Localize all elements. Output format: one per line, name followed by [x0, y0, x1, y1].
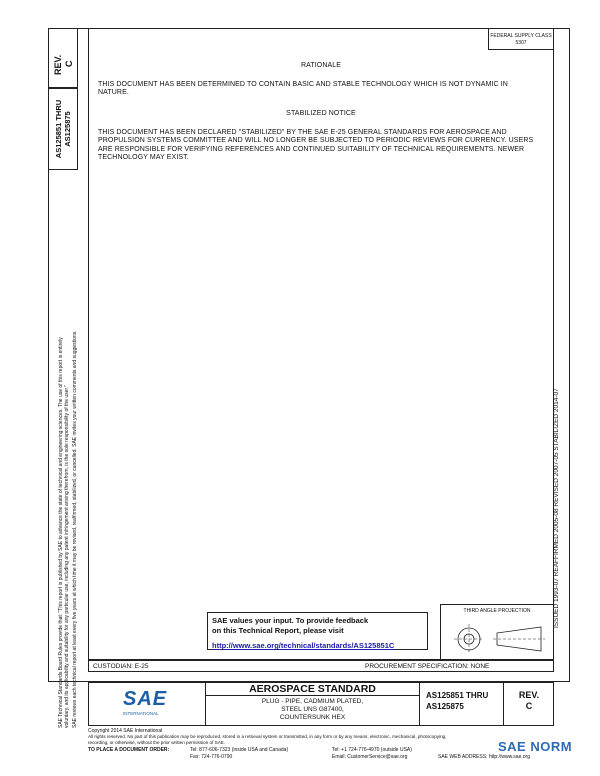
federal-supply-value: 5307 [515, 39, 527, 46]
order-fax: Fax: 724-776-0790 [190, 754, 233, 760]
side-rev-label: REV. [53, 54, 63, 75]
sae-logo: SAE [123, 688, 168, 710]
document-history: ISSUED 1993-07 REAFFIRMED 2005-08 REVISED 2007-05 STABILIZED 2014-07 [553, 388, 560, 628]
title-desc-1: PLUG - PIPE, CADMIUM PLATED, [261, 698, 364, 705]
content-frame [88, 28, 554, 660]
stabilized-text: THIS DOCUMENT HAS BEEN DECLARED "STABILIZED" BY THE SAE E-25 GENERAL STANDARDS FOR AEROSPACE AND PROPULSION SYSTEMS COMMITTEE AND WILL NO LONGER BE SUBJECTED TO PERIODIC REVIEWS FOR CURRENCY. USERS ARE RESPONSIBLE FOR VERIFYING REFERENCES AND CONTINUED SUITABILITY OF TECHNICAL REQUIREMENTS. NEWER TECHNOLOGY MAY EXIST. [98, 129, 534, 162]
sae-rules-notice-line-2: voluntary, and its applicability and suitability for any particular use, including any patent infringement arising therefrom, is the sole responsibility of the user." [64, 385, 70, 728]
feedback-link[interactable]: http://www.sae.org/technical/standards/AS125851C [212, 641, 395, 650]
rev-cell [504, 682, 554, 726]
order-tel-2: Tel: +1 724-776-4970 (outside USA) [332, 747, 412, 753]
side-rev-value: C [64, 60, 74, 67]
rights-line-1: All rights reserved. No part of this publication may be reproduced, stored in a retrieval system or transmitted, in any form or by any means, electronic, mechanical, photocopying, [88, 734, 447, 739]
projection-box [440, 604, 554, 660]
federal-supply-box [488, 28, 554, 50]
federal-supply-label: FEDERAL SUPPLY CLASS [490, 33, 552, 39]
procurement-label: PROCUREMENT SPECIFICATION: NONE [365, 663, 490, 670]
sae-review-notice: SAE reviews each technical report at least every five years at which time it may be revised, reaffirmed, stabilized, or cancelled. SAE invites your written comments and suggestions. [72, 330, 78, 728]
sae-logo-subtitle: INTERNATIONAL [123, 711, 159, 716]
title-desc-3: COUNTERSUNK HEX [279, 714, 346, 721]
order-email: Email: CustomerService@sae.org [332, 754, 408, 760]
rev-label: REV. [518, 690, 540, 700]
rationale-heading: RATIONALE [300, 62, 342, 69]
side-doc-box [48, 88, 78, 170]
rev-value: C [525, 701, 533, 711]
sae-norm-watermark: SAE NORM [498, 739, 573, 754]
custodian-label: CUSTODIAN: E-25 [93, 663, 149, 670]
projection-label: THIRD ANGLE PROJECTION [463, 608, 531, 614]
doc-number-1: AS125851 THRU [426, 691, 489, 700]
stabilized-heading: STABILIZED NOTICE [286, 110, 356, 117]
sae-rules-notice-line-1: SAE Technical Standards Board Rules provide that: "This report is published by SAE to advance the state of technical and engineering sciences. The use of this report is entirely [58, 337, 64, 728]
feedback-line-2: on this Technical Report, please visit [212, 625, 344, 635]
logo-cell [88, 682, 206, 726]
feedback-box [207, 612, 428, 650]
rationale-text: THIS DOCUMENT HAS BEEN DETERMINED TO CONTAIN BASIC AND STABLE TECHNOLOGY WHICH IS NOT DYNAMIC IN NATURE. [98, 81, 508, 97]
title-desc-2: STEEL UNS G87400, [281, 706, 344, 713]
side-rev-box [48, 28, 78, 88]
order-tel-1: Tel: 877-606-7323 (inside USA and Canada) [190, 747, 289, 753]
third-angle-projection-icon [449, 617, 549, 659]
rights-line-2: recording, or otherwise, without the prior written permission of SAE. [88, 740, 226, 745]
order-label: TO PLACE A DOCUMENT ORDER: [88, 747, 170, 753]
custodian-row [88, 660, 554, 672]
side-doc-numbers: AS125851 THRU AS125875 [54, 99, 72, 159]
title-cell [206, 682, 420, 726]
doc-number-cell [420, 682, 504, 726]
doc-number-2: AS125875 [426, 702, 464, 711]
copyright: Copyright 2014 SAE International [88, 728, 163, 734]
feedback-line-1: SAE values your input. To provide feedback [212, 616, 369, 625]
sae-web-address[interactable]: SAE WEB ADDRESS: http://www.sae.org [438, 754, 530, 760]
aerospace-standard-heading: AEROSPACE STANDARD [206, 682, 419, 696]
